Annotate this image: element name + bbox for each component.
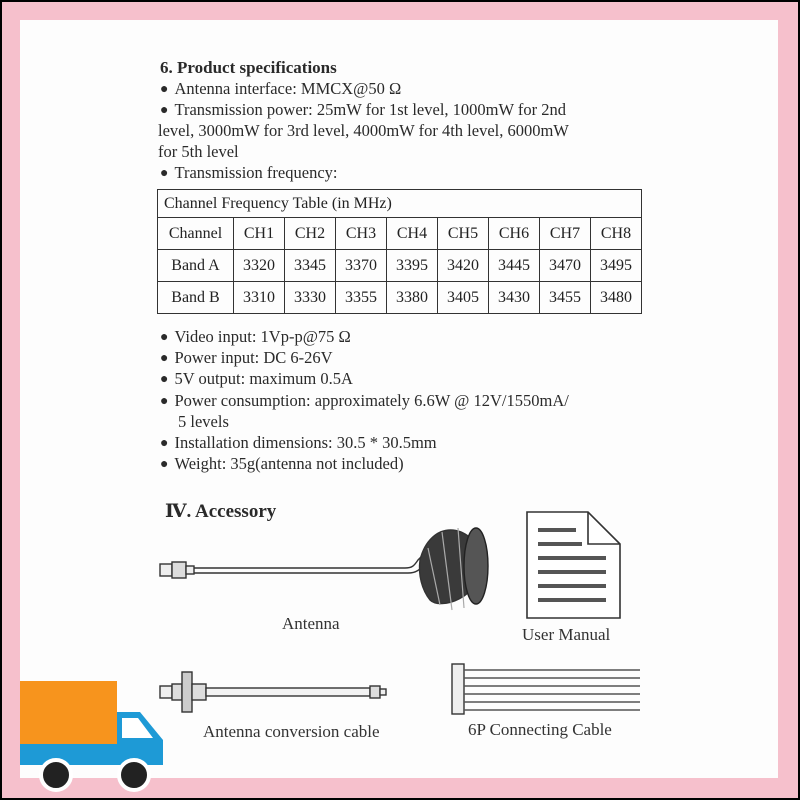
table-cell: 3310 — [234, 282, 285, 314]
table-cell: 3320 — [234, 250, 285, 282]
spec-power-input: ● Power input: DC 6-26V — [160, 348, 333, 367]
bullet-icon: ● — [160, 82, 169, 97]
table-cell: 3445 — [489, 250, 540, 282]
caption-antenna: Antenna — [282, 614, 340, 633]
table-header-cell: CH1 — [234, 218, 285, 250]
table-header-cell: CH3 — [336, 218, 387, 250]
spec-transmission-frequency: ● Transmission frequency: — [160, 163, 338, 182]
table-header-cell: CH8 — [591, 218, 642, 250]
bullet-icon: ● — [160, 436, 169, 451]
conversion-cable-illustration — [160, 672, 386, 712]
table-header-cell: CH5 — [438, 218, 489, 250]
table-cell: Band B — [158, 282, 234, 314]
bullet-icon: ● — [160, 457, 169, 472]
bullet-icon: ● — [160, 372, 169, 387]
table-title: Channel Frequency Table (in MHz) — [158, 190, 642, 218]
bullet-icon: ● — [160, 103, 169, 118]
caption-user-manual: User Manual — [522, 625, 611, 644]
caption-connecting-cable: 6P Connecting Cable — [468, 720, 612, 739]
table-cell: 3480 — [591, 282, 642, 314]
table-cell: 3495 — [591, 250, 642, 282]
table-cell: 3395 — [387, 250, 438, 282]
bullet-icon: ● — [160, 351, 169, 366]
spec-5v-output: ● 5V output: maximum 0.5A — [160, 369, 353, 388]
table-cell: 3455 — [540, 282, 591, 314]
spec-installation-dimensions: ● Installation dimensions: 30.5 * 30.5mm — [160, 433, 437, 452]
table-header-cell: CH4 — [387, 218, 438, 250]
table-cell: 3430 — [489, 282, 540, 314]
table-header-cell: CH7 — [540, 218, 591, 250]
bullet-icon: ● — [160, 394, 169, 409]
spec-power-consumption-cont: 5 levels — [178, 412, 229, 431]
table-cell: 3330 — [285, 282, 336, 314]
manual-illustration — [527, 512, 620, 618]
truck-icon — [20, 681, 163, 790]
table-cell: 3355 — [336, 282, 387, 314]
antenna-illustration — [160, 528, 488, 610]
spec-power-consumption: ● Power consumption: approximately 6.6W @ 12V/1550mA/ — [160, 391, 569, 410]
accessory-heading: Ⅳ. Accessory — [165, 501, 277, 522]
spec-transmission-power-cont: level, 3000mW for 3rd level, 4000mW for 4th level, 6000mW — [158, 121, 569, 140]
bullet-icon: ● — [160, 166, 169, 181]
table-cell: 3405 — [438, 282, 489, 314]
connecting-cable-illustration — [452, 664, 640, 714]
table-cell: 3420 — [438, 250, 489, 282]
table-cell: 3370 — [336, 250, 387, 282]
table-header-cell: Channel — [158, 218, 234, 250]
spec-video-input: ● Video input: 1Vp-p@75 Ω — [160, 327, 351, 346]
spec-weight: ● Weight: 35g(antenna not included) — [160, 454, 404, 473]
table-header-cell: CH6 — [489, 218, 540, 250]
table-cell: 3380 — [387, 282, 438, 314]
table-header-cell: CH2 — [285, 218, 336, 250]
spec-transmission-power-cont2: for 5th level — [158, 142, 239, 161]
specs-heading: 6. Product specifications — [160, 58, 337, 77]
bullet-icon: ● — [160, 330, 169, 345]
table-cell: 3345 — [285, 250, 336, 282]
table-cell: Band A — [158, 250, 234, 282]
table-cell: 3470 — [540, 250, 591, 282]
spec-antenna-interface: ● Antenna interface: MMCX@50 Ω — [160, 79, 402, 98]
spec-transmission-power: ● Transmission power: 25mW for 1st level, 1000mW for 2nd — [160, 100, 567, 119]
caption-conversion-cable: Antenna conversion cable — [203, 722, 380, 741]
